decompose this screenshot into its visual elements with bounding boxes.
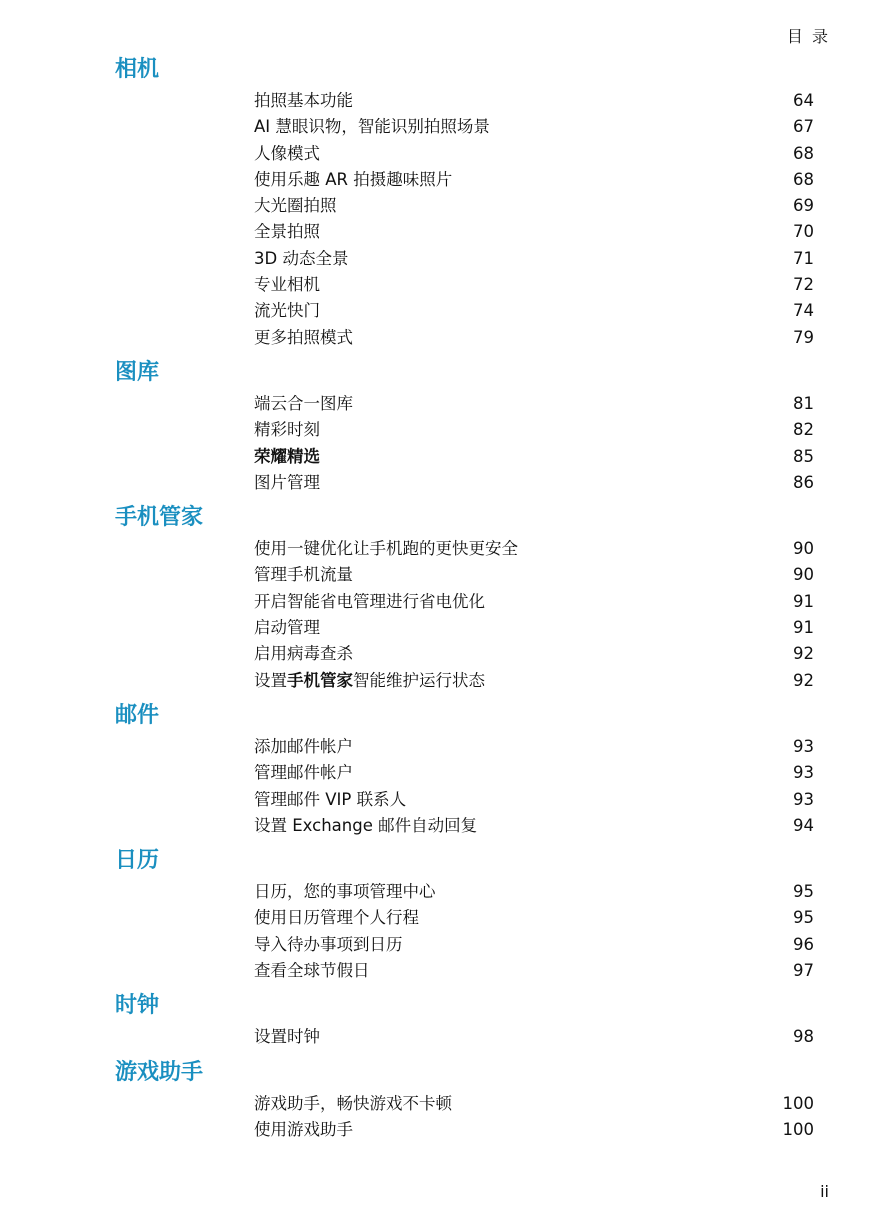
toc-entry-title-part: 设置时钟 <box>254 1027 320 1047</box>
toc-entry-page: 85 <box>793 446 814 466</box>
toc-entry-title <box>254 879 436 905</box>
toc-entry-title <box>254 589 485 615</box>
section-title: 手机管家 <box>115 505 204 531</box>
toc-entry-page: 96 <box>793 934 814 954</box>
toc-entry[interactable] <box>0 88 869 114</box>
toc-entry-page: 93 <box>793 736 814 756</box>
toc-entry-title-part: 智能维护运行状态 <box>353 670 485 690</box>
toc-entry-title-part: 大光圈拍照 <box>254 196 337 216</box>
toc-entry-title-part: 更多拍照模式 <box>254 327 353 347</box>
toc-entry-title-part: 游戏助手，畅快游戏不卡顿 <box>254 1093 452 1113</box>
toc-entry-title-part: 端云合一图库 <box>254 393 353 413</box>
toc-entry-title-part: AI 慧眼识物，智能识别拍照场景 <box>254 117 490 137</box>
toc-entry[interactable] <box>0 813 869 839</box>
toc-entry-page: 68 <box>793 169 814 189</box>
toc-section <box>0 700 869 839</box>
toc-entry-title-part: 精彩时刻 <box>254 420 320 440</box>
toc-entry[interactable] <box>0 615 869 641</box>
toc-entry-title-part: 查看全球节假日 <box>254 961 370 981</box>
toc-entry-title-part: 流光快门 <box>254 301 320 321</box>
toc-entry-page: 79 <box>793 327 814 347</box>
toc-entry-title <box>254 1091 452 1117</box>
toc-entry[interactable] <box>0 167 869 193</box>
toc-entry[interactable] <box>0 193 869 219</box>
toc-entry[interactable] <box>0 562 869 588</box>
toc-entry-title-part: 启用病毒查杀 <box>254 644 353 664</box>
toc-section <box>0 502 869 694</box>
section-title: 日历 <box>115 848 160 874</box>
toc-entry-page: 94 <box>793 815 814 835</box>
toc-entry-title-part: 使用日历管理个人行程 <box>254 908 419 928</box>
toc-entry-title <box>254 141 320 167</box>
section-title: 时钟 <box>115 993 160 1019</box>
toc-entry-list <box>0 88 869 351</box>
toc-entry[interactable] <box>0 391 869 417</box>
toc-entry-title <box>254 905 419 931</box>
toc-entry[interactable] <box>0 905 869 931</box>
toc-entry-title-part: 添加邮件帐户 <box>254 736 353 756</box>
toc-entry-page: 82 <box>793 420 814 440</box>
toc-entry-title <box>254 668 485 694</box>
toc-entry-page: 67 <box>793 117 814 137</box>
toc-entry-title <box>254 536 518 562</box>
toc-entry[interactable] <box>0 417 869 443</box>
toc-entry-title-part: 使用乐趣 AR 拍摄趣味照片 <box>254 169 453 189</box>
toc-entry-title <box>254 1024 320 1050</box>
toc-entry-title <box>254 219 320 245</box>
toc-entry-title <box>254 167 452 193</box>
toc-section <box>0 357 869 496</box>
toc-entry-title-part: 全景拍照 <box>254 222 320 242</box>
toc-entry-title-part: 设置 <box>254 670 287 690</box>
toc-entry-title <box>254 114 490 140</box>
toc-entry-list <box>0 1091 869 1144</box>
toc-entry[interactable] <box>0 787 869 813</box>
toc-entry-page: 90 <box>793 565 814 585</box>
toc-entry-title-part: 拍照基本功能 <box>254 91 353 110</box>
toc-entry-list <box>0 391 869 496</box>
section-title: 游戏助手 <box>115 1059 204 1085</box>
toc-entry[interactable] <box>0 589 869 615</box>
section-title: 邮件 <box>115 702 160 728</box>
toc-section <box>0 54 869 351</box>
toc-header-label: 目 录 <box>786 27 830 46</box>
toc-entry-page: 91 <box>793 618 814 638</box>
toc-entry-title <box>254 193 337 219</box>
toc-entry-title-part: 设置 Exchange 邮件自动回复 <box>254 815 478 835</box>
toc-entry-title <box>254 391 353 417</box>
toc-entry[interactable] <box>0 272 869 298</box>
toc-entry-title <box>254 615 320 641</box>
toc-entry-title <box>254 734 353 760</box>
toc-entry-page: 92 <box>793 644 814 664</box>
toc-entry-page: 69 <box>793 196 814 216</box>
toc-entry-list <box>0 536 869 694</box>
toc-entry[interactable] <box>0 219 869 245</box>
toc-entry-title <box>254 787 406 813</box>
toc-entry[interactable] <box>0 298 869 324</box>
toc-section <box>0 990 869 1050</box>
toc-entry[interactable] <box>0 325 869 351</box>
toc-entry-page: 97 <box>793 961 814 981</box>
toc-entry-page: 100 <box>782 1093 814 1113</box>
section-title: 图库 <box>115 359 160 385</box>
toc-entry-list <box>0 1024 869 1050</box>
toc-entry-title-part: 开启智能省电管理进行省电优化 <box>254 591 485 611</box>
toc-entry[interactable] <box>0 879 869 905</box>
toc-entry-title-part: 导入待办事项到日历 <box>254 934 403 954</box>
toc-section <box>0 845 869 984</box>
toc-entry-page: 64 <box>793 91 814 110</box>
toc-entry-title <box>254 298 320 324</box>
toc-entry[interactable] <box>0 958 869 984</box>
toc-entry-title-part: 手机管家 <box>287 670 353 690</box>
toc-entry-title-part: 管理邮件 VIP 联系人 <box>254 789 407 809</box>
toc-entry[interactable] <box>0 141 869 167</box>
toc-entry-page: 71 <box>793 248 814 268</box>
toc-entry-title <box>254 958 370 984</box>
toc-entry[interactable] <box>0 444 869 470</box>
toc-entry-title <box>254 246 348 272</box>
toc-entry-page: 93 <box>793 763 814 783</box>
toc-entry[interactable] <box>0 734 869 760</box>
toc-entry-page: 70 <box>793 222 814 242</box>
toc-entry-title <box>254 325 353 351</box>
toc-entry[interactable] <box>0 246 869 272</box>
toc-entry-title-part: 荣耀精选 <box>254 446 320 466</box>
toc-entry[interactable] <box>0 1117 869 1143</box>
toc-entry-title-part: 人像模式 <box>254 143 320 163</box>
toc-section <box>0 1057 869 1144</box>
toc-entry[interactable] <box>0 668 869 694</box>
toc-entry-title <box>254 932 403 958</box>
toc-entry-page: 81 <box>793 393 814 413</box>
toc-entry[interactable] <box>0 470 869 496</box>
toc-entry[interactable] <box>0 760 869 786</box>
toc-entry-page: 100 <box>782 1119 814 1139</box>
toc-entry-title-part: 启动管理 <box>254 618 320 638</box>
page-number: ii <box>820 1182 829 1201</box>
toc-entry-title <box>254 88 353 114</box>
toc-entry-page: 68 <box>793 143 814 163</box>
toc-entry-title-part: 专业相机 <box>254 275 320 295</box>
toc-entry[interactable] <box>0 1024 869 1050</box>
toc-entry-page: 74 <box>793 301 814 321</box>
toc-entry[interactable] <box>0 114 869 140</box>
toc-entry[interactable] <box>0 1091 869 1117</box>
toc-entry-title <box>254 272 320 298</box>
toc-entry-page: 93 <box>793 789 814 809</box>
table-of-contents <box>0 54 869 1143</box>
toc-entry[interactable] <box>0 641 869 667</box>
toc-entry-title <box>254 562 353 588</box>
toc-entry-title <box>254 417 320 443</box>
toc-entry-title-part: 图片管理 <box>254 472 320 492</box>
toc-entry-title <box>254 813 477 839</box>
toc-entry-page: 72 <box>793 275 814 295</box>
toc-entry-page: 95 <box>793 908 814 928</box>
toc-entry-list <box>0 734 869 839</box>
toc-entry[interactable] <box>0 536 869 562</box>
toc-entry-page: 86 <box>793 472 814 492</box>
toc-entry-title <box>254 641 353 667</box>
toc-entry-title-part: 管理手机流量 <box>254 565 353 585</box>
toc-entry-title <box>254 444 320 470</box>
toc-entry-title <box>254 760 353 786</box>
toc-entry-title-part: 3D 动态全景 <box>254 248 349 268</box>
toc-entry-title-part: 使用一键优化让手机跑的更快更安全 <box>254 539 518 559</box>
toc-entry[interactable] <box>0 932 869 958</box>
toc-entry-page: 92 <box>793 670 814 690</box>
section-title: 相机 <box>115 57 160 82</box>
toc-entry-title <box>254 1117 353 1143</box>
toc-entry-page: 91 <box>793 591 814 611</box>
toc-entry-list <box>0 879 869 984</box>
toc-entry-title-part: 使用游戏助手 <box>254 1119 353 1139</box>
toc-entry-page: 98 <box>793 1027 814 1047</box>
toc-entry-title <box>254 470 320 496</box>
toc-entry-page: 90 <box>793 539 814 559</box>
toc-entry-page: 95 <box>793 882 814 902</box>
toc-entry-title-part: 日历，您的事项管理中心 <box>254 882 436 902</box>
toc-entry-title-part: 管理邮件帐户 <box>254 763 353 783</box>
